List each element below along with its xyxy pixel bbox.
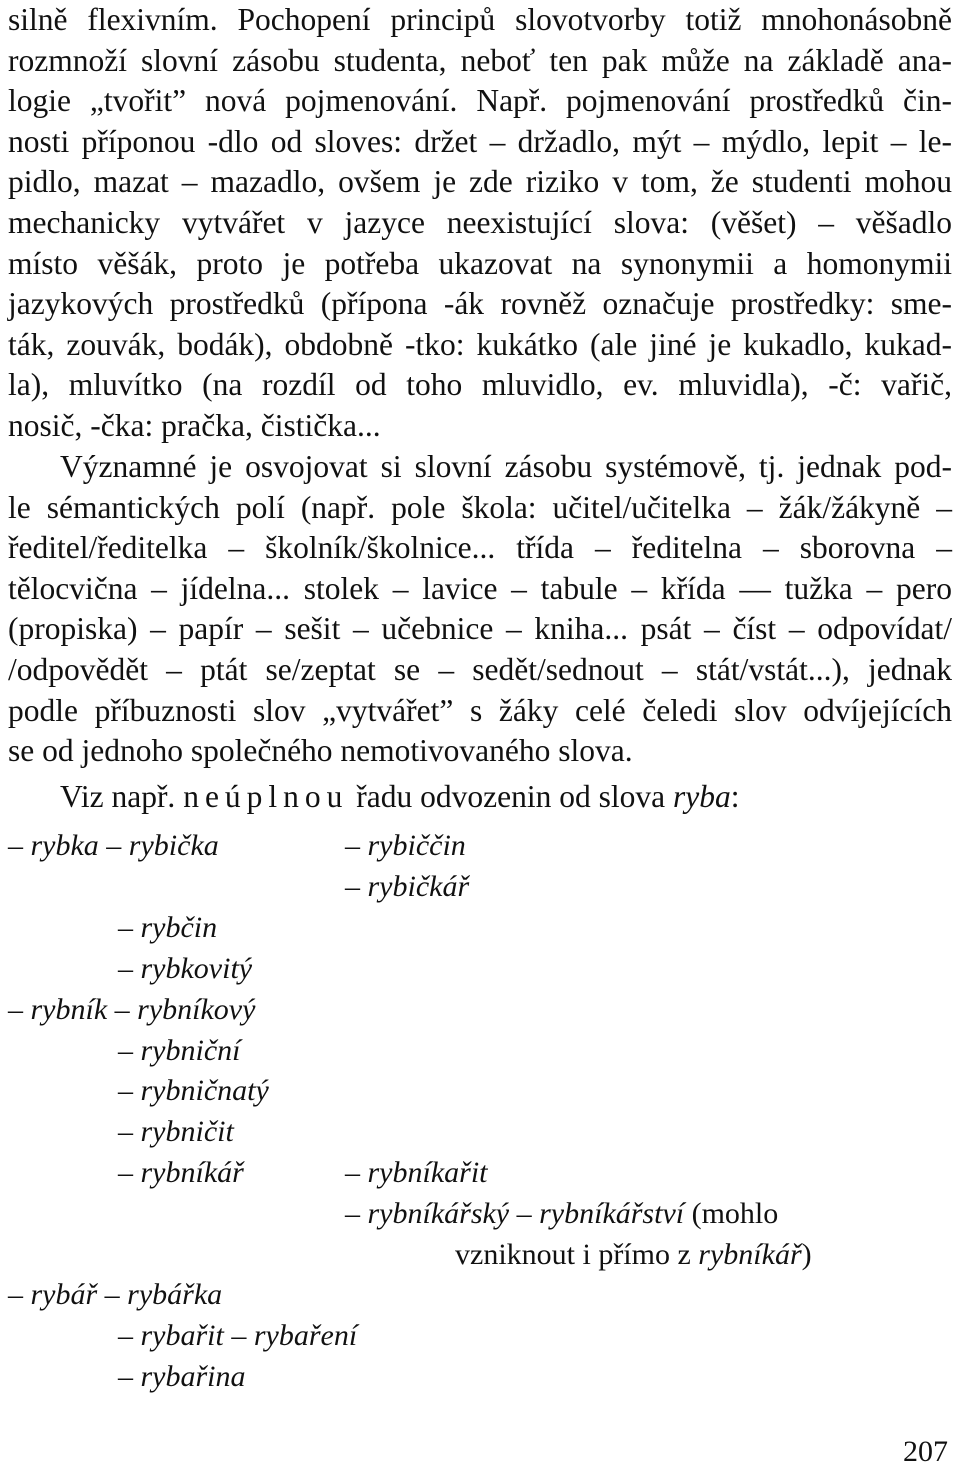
derivation-note: (mohlo [691, 1197, 779, 1230]
intro-colon: : [730, 779, 740, 814]
text-line: pidlo, mazat – mazadlo, ovšem je zde riziko v tom, že studenti mohou [8, 164, 952, 200]
intro-prefix: Viz např. [60, 779, 176, 814]
text-line [8, 777, 952, 818]
derivation-item [118, 1153, 244, 1193]
derivation-text: – rybařina [118, 1360, 246, 1393]
derivation-text: – rybařit – rybaření [118, 1319, 358, 1352]
text-line: logie „tvořit” nová pojmenování. Např. pojmenování prostředků čin- [8, 83, 952, 119]
derivation-item [118, 1071, 269, 1111]
derivation-item [118, 1031, 240, 1071]
derivation-text: – rybiččin [345, 829, 466, 862]
derivation-item [118, 908, 217, 948]
paragraph-3 [8, 777, 952, 818]
derivation-text: – rybníkářský – rybníkářství [345, 1197, 685, 1230]
derivation-text: – rybniční [118, 1034, 241, 1067]
text-line: ředitel/ředitelka – školník/školnice... třída – ředitelna – sborovna – [8, 530, 952, 566]
derivation-item [345, 1153, 488, 1193]
derivation-item [118, 949, 252, 989]
text-line: nosti příponou -dlo od sloves: držet – držadlo, mýt – mýdlo, lepit – le- [8, 123, 952, 159]
derivation-text: – rybničit [118, 1115, 234, 1148]
spaced-emphasis: neúplnou [183, 779, 349, 814]
derivation-item [345, 826, 466, 866]
derivation-text: – rybkovitý [118, 952, 253, 985]
paragraph-1 [8, 0, 952, 447]
text-line: Významné je osvojovat si slovní zásobu systémově, tj. jednak pod- [60, 449, 952, 484]
derivation-item [8, 826, 219, 866]
derivation-text: – rybka – rybička [8, 829, 219, 862]
derivation-note-line [455, 1235, 812, 1275]
text-line: la), mluvítko (na rozdíl od toho mluvidlo, ev. mluvidla), -č: vařič, [8, 367, 952, 403]
derivation-item [118, 1357, 246, 1397]
root-word: ryba [672, 779, 731, 814]
derivation-text: rybníkář [698, 1238, 802, 1271]
derivation-text: – rybníkařit [345, 1156, 488, 1189]
derivation-text: – rybář – rybářka [8, 1278, 223, 1311]
derivation-text: – rybničnatý [118, 1074, 269, 1107]
text-line: silně flexivním. Pochopení principů slovotvorby totiž mnohonásobně [8, 2, 952, 37]
intro-rest: řadu odvozenin od slova [356, 779, 666, 814]
text-line: ták, zouvák, bodák), obdobně -tko: kukátko (ale jiné je kukadlo, kukad- [8, 326, 952, 362]
text-line: rozmnoží slovní zásobu studenta, neboť ten pak může na základě ana- [8, 42, 952, 78]
text-line: jazykových prostředků (přípona -ák rovněž označuje prostředky: sme- [8, 286, 952, 322]
derivation-note: vzniknout i přímo z [455, 1238, 691, 1271]
derivation-note: ) [801, 1238, 812, 1271]
text-line: tělocvična – jídelna... stolek – lavice – tabule – křída — tužka – pero [8, 570, 952, 606]
paragraph-2 [8, 447, 952, 772]
derivation-text: – rybníkář [118, 1156, 244, 1189]
text-line: místo věšák, proto je potřeba ukazovat na synonymii a homonymii [8, 245, 952, 281]
text-line: le sémantických polí (např. pole škola: učitel/učitelka – žák/žákyně – [8, 489, 952, 525]
text-line: nosič, -čka: pračka, čistička... [8, 407, 381, 443]
text-line: (propiska) – papír – sešit – učebnice – kniha... psát – číst – odpovídat/ [8, 611, 952, 647]
derivation-item [8, 990, 255, 1030]
derivation-item [345, 1194, 778, 1234]
derivation-text: – rybičkář [345, 870, 470, 903]
page-number: 207 [903, 1435, 948, 1468]
derivation-item [8, 1275, 222, 1315]
derivation-item [345, 867, 469, 907]
derivation-item [118, 1112, 234, 1152]
text-line: mechanicky vytvářet v jazyce neexistující slova: (věšet) – věšadlo [8, 204, 952, 240]
derivation-text: – rybčin [118, 911, 218, 944]
text-line: se od jednoho společného nemotivovaného slova. [8, 733, 633, 769]
derivation-text: – rybník – rybníkový [8, 993, 256, 1026]
derivation-item [118, 1316, 357, 1356]
text-line: /odpovědět – ptát se/zeptat se – sedět/sednout – stát/vstát...), jednak [8, 651, 952, 687]
text-line: podle příbuznosti slov „vytvářet” s žáky celé čeledi slov odvíjejících [8, 692, 952, 728]
